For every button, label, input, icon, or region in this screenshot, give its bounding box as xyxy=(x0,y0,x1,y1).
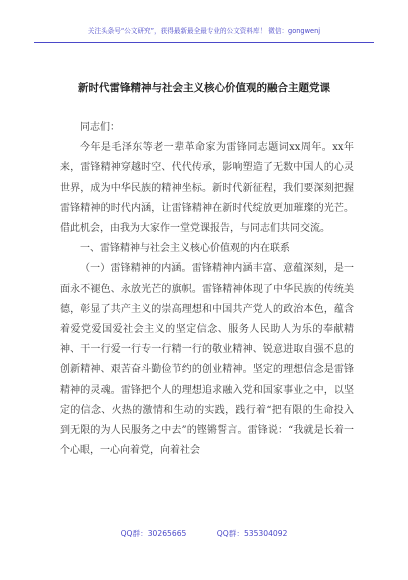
footer-qq-group-2: QQ群：535304092 xyxy=(216,529,288,538)
section-heading: 一、雷锋精神与社会主义核心价值观的内在联系 xyxy=(80,243,290,255)
document-title: 新时代雷锋精神与社会主义核心价值观的融合主题党课 xyxy=(78,82,330,94)
header-note: 关注头条号“公文研究”，获得最新最全最专业的公文资料库！ 微信：gongwenj xyxy=(34,20,374,43)
body-paragraph: 今年是毛泽东等老一辈革命家为雷锋同志题词xx周年。xx年来，雷锋精神穿越时空、代代传承，影响塑造了无数中国人的心灵世界，成为中华民族的精神坐标。新时代新征程，我们要深刻把握雷锋精神的时代内涵，让雷锋精神在新时代绽放更加璀璨的光芒。借此机会，由我为大家作一堂党课报告，与同志们共同交流。 xyxy=(60,142,354,235)
body-paragraph: （一）雷锋精神的内涵。雷锋精神内涵丰富、意蕴深刻，是一面永不褪色、永放光芒的旗帜。雷锋精神体现了中华民族的传统美德，彰显了共产主义的崇高理想和中国共产党人的政治本色，蕴含着爱党爱国爱社会主义的坚定信念、服务人民助人为乐的奉献精神、干一行爱一行专一行精一行的敬业精神、锐意进取自强不息的创新精神、艰苦奋斗勤俭节约的创业精神。坚定的理想信念是雷锋精神的灵魂。雷锋把个人的理想追求融入党和国家事业之中，以坚定的信念、火热的激情和生动的实践，践行着“把有限的生命投入到无限的为人民服务之中去”的铿锵誓言。雷锋说：“我就是长着一个心眼，一心向着党，向着社会 xyxy=(60,263,354,457)
footer xyxy=(0,528,408,539)
footer-qq-group-1: QQ群：30265665 xyxy=(120,529,187,538)
document-body xyxy=(60,118,354,461)
salutation: 同志们： xyxy=(80,122,120,133)
